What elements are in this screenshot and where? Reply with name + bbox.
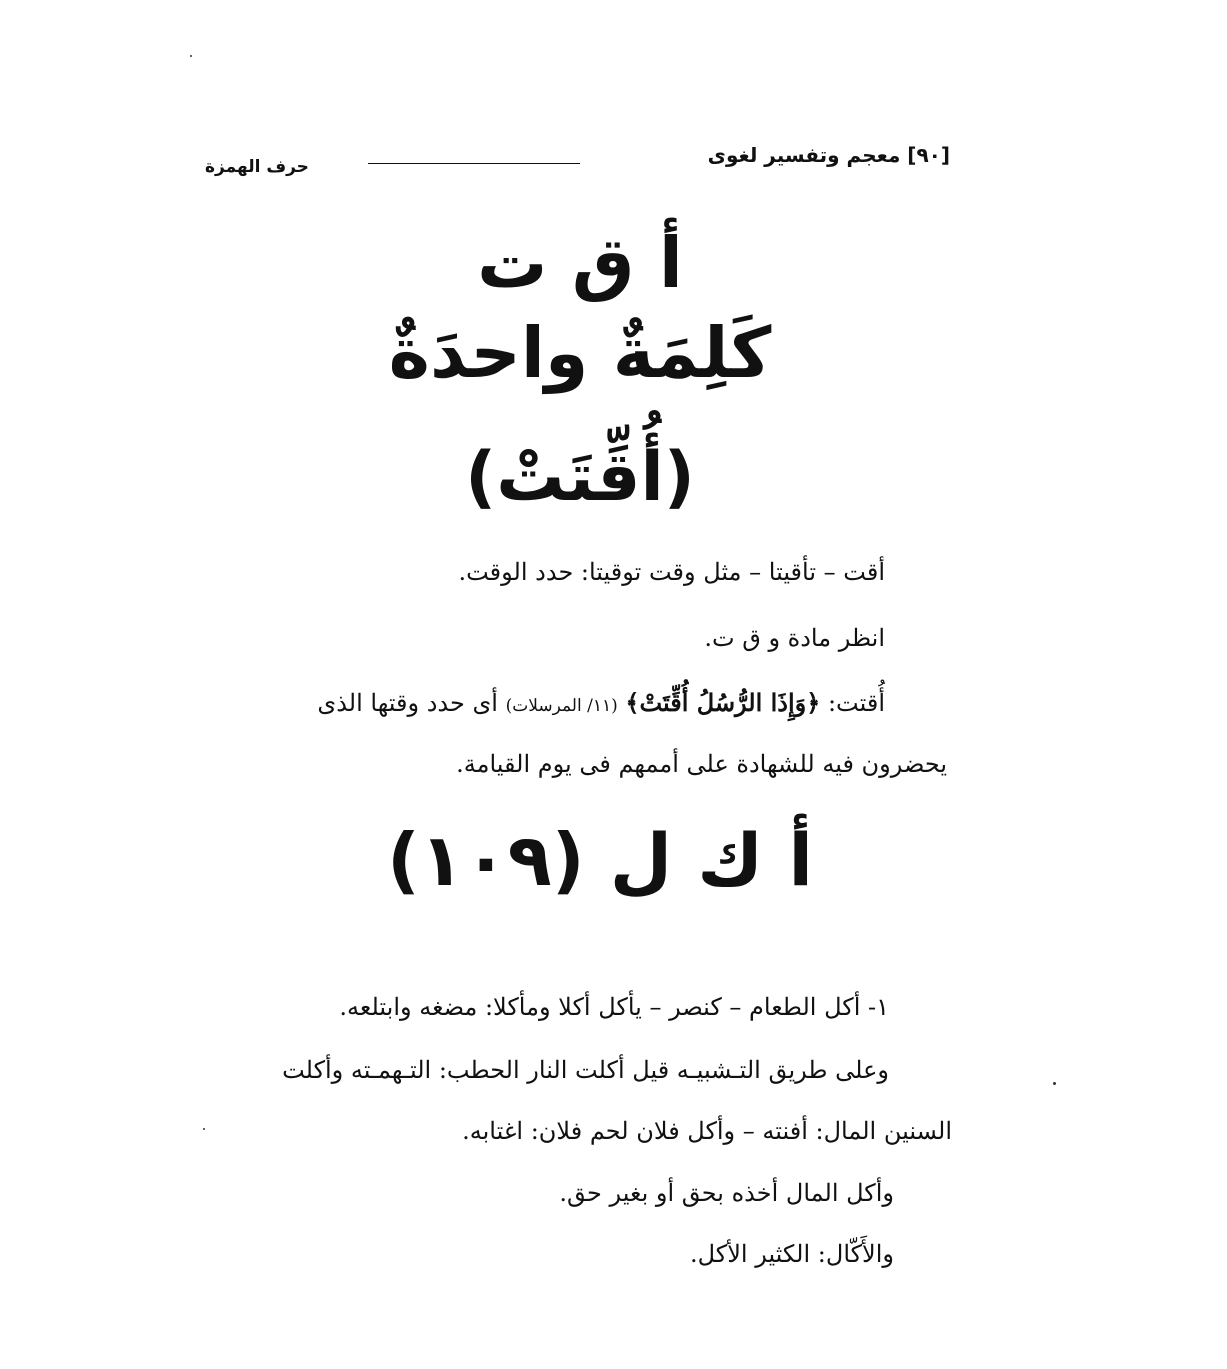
entry-root-heading: أ ك ل (١٠٩) <box>387 818 813 902</box>
entry-line: السنين المال: أفنته – وأكل فلان لحم فلان: اغتابه. <box>462 1117 952 1145</box>
header-rule <box>368 163 580 164</box>
page-number-and-title: [٩٠] معجم وتفسير لغوى <box>707 143 950 167</box>
section-title: حرف الهمزة <box>205 157 309 177</box>
entry-word: (أُقِّتَتْ) <box>465 438 695 517</box>
entry-line: والأَكّال: الكثير الأكل. <box>689 1240 894 1268</box>
entry-line: انظر مادة و ق ت. <box>704 624 885 652</box>
entry-line: ١- أكل الطعام – كنصر – يأكل أكلا ومأكلا: مضغه وابتلعه. <box>339 993 889 1021</box>
quran-reference: (١١/ المرسلات) <box>505 696 618 716</box>
entry-line: أقت – تأقيتا – مثل وقت توقيتا: حدد الوقت. <box>458 558 885 586</box>
entry-line: وأكل المال أخذه بحق أو بغير حق. <box>559 1179 894 1207</box>
entry-line: وعلى طريق التـشبيـه قيل أكلت النار الحطب: التـهمـته وأكلت <box>282 1056 889 1084</box>
quran-quote: ﴿وَإِذَا الرُّسُلُ أُقِّتَتْ﴾ <box>625 688 821 717</box>
entry-line <box>317 688 885 717</box>
scan-speck <box>203 1128 205 1130</box>
entry-word-count: كَلِمَةٌ واحدَةٌ <box>388 312 772 394</box>
running-header <box>205 143 950 179</box>
scan-speck <box>1053 1082 1056 1085</box>
scan-speck <box>190 55 192 57</box>
headword: أُقتت: <box>827 689 885 717</box>
entry-line: يحضرون فيه للشهادة على أممهم فى يوم القيامة. <box>456 750 947 778</box>
entry-root-heading: أ ق ت <box>477 222 683 304</box>
entry-text: أى حدد وقتها الذى <box>317 689 498 717</box>
